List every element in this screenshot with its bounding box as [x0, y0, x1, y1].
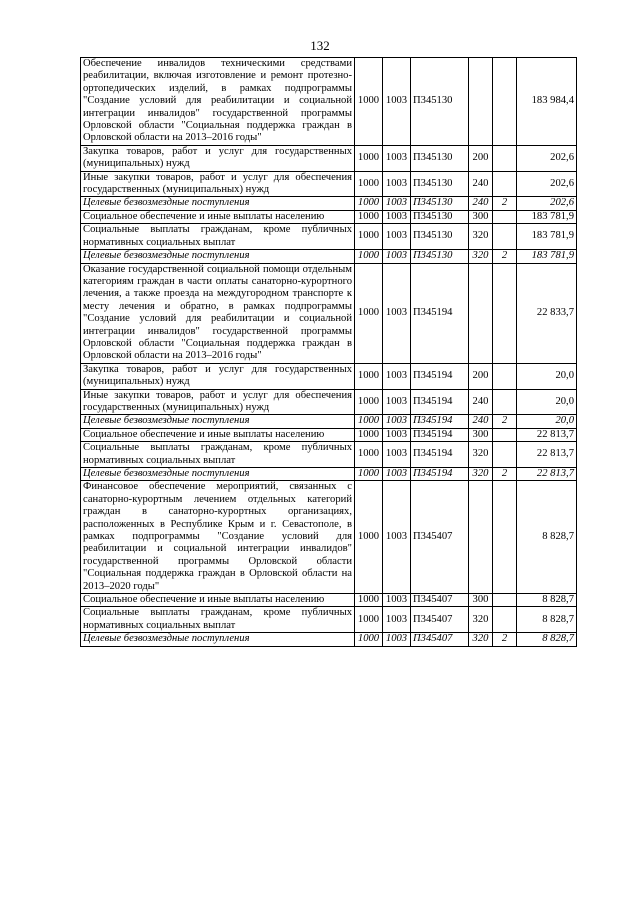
- subsection-code: 1003: [383, 171, 411, 197]
- subsection-code: 1003: [383, 428, 411, 441]
- amount-value: 202,6: [517, 145, 577, 171]
- table-row: [81, 428, 577, 441]
- section-code: 1000: [355, 633, 383, 646]
- expense-type-code: 240: [469, 389, 493, 415]
- amount-value: 20,0: [517, 363, 577, 389]
- table-row: [81, 145, 577, 171]
- expense-type-code: 320: [469, 442, 493, 468]
- row-description: Целевые безвозмездные поступления: [81, 250, 355, 263]
- funding-source-code: [493, 224, 517, 250]
- table-row-targeted-receipts: [81, 415, 577, 428]
- section-code: 1000: [355, 145, 383, 171]
- subsection-code: 1003: [383, 363, 411, 389]
- row-description: Целевые безвозмездные поступления: [81, 415, 355, 428]
- target-article-code: П345194: [411, 263, 469, 363]
- section-code: 1000: [355, 263, 383, 363]
- section-code: 1000: [355, 428, 383, 441]
- funding-source-code: [493, 363, 517, 389]
- table-row: [81, 442, 577, 468]
- funding-source-code: [493, 442, 517, 468]
- row-description: Социальное обеспечение и иные выплаты населению: [81, 594, 355, 607]
- subsection-code: 1003: [383, 224, 411, 250]
- row-description: Обеспечение инвалидов техническими средствами реабилитации, включая изготовление и ремонт протезно-ортопедических изделий, в рамках подпрограммы "Создание условий для реабилитации и социальной интеграции инвалидов" государственной программы Орловской области "Социальная поддержка граждан в Орловской области на 2013–2016 годы": [81, 58, 355, 146]
- expense-type-code: 320: [469, 224, 493, 250]
- subsection-code: 1003: [383, 58, 411, 146]
- target-article-code: П345130: [411, 250, 469, 263]
- expense-type-code: 300: [469, 428, 493, 441]
- amount-value: 202,6: [517, 197, 577, 210]
- table-row-targeted-receipts: [81, 468, 577, 481]
- table-row: [81, 224, 577, 250]
- amount-value: 22 813,7: [517, 442, 577, 468]
- table-row: [81, 263, 577, 363]
- amount-value: 8 828,7: [517, 633, 577, 646]
- section-code: 1000: [355, 442, 383, 468]
- amount-value: 183 781,9: [517, 210, 577, 223]
- target-article-code: П345130: [411, 145, 469, 171]
- section-code: 1000: [355, 58, 383, 146]
- section-code: 1000: [355, 389, 383, 415]
- row-description: Целевые безвозмездные поступления: [81, 468, 355, 481]
- expense-type-code: 320: [469, 468, 493, 481]
- subsection-code: 1003: [383, 481, 411, 594]
- row-description: Целевые безвозмездные поступления: [81, 633, 355, 646]
- amount-value: 22 813,7: [517, 468, 577, 481]
- funding-source-code: [493, 58, 517, 146]
- amount-value: 202,6: [517, 171, 577, 197]
- expense-type-code: [469, 263, 493, 363]
- table-row: [81, 363, 577, 389]
- section-code: 1000: [355, 224, 383, 250]
- amount-value: 8 828,7: [517, 607, 577, 633]
- row-description: Оказание государственной социальной помощи отдельным категориям граждан в части оплаты санаторно-курортного лечения, а также проезда на междугородном транспорте к месту лечения и обратно, в рамках подпрограммы "Создание условий для реабилитации и социальной интеграции инвалидов" государственной программы Орловской области "Социальная поддержка граждан в Орловской области на 2013–2016 годы": [81, 263, 355, 363]
- section-code: 1000: [355, 197, 383, 210]
- row-description: Закупка товаров, работ и услуг для государственных (муниципальных) нужд: [81, 145, 355, 171]
- subsection-code: 1003: [383, 442, 411, 468]
- row-description: Иные закупки товаров, работ и услуг для обеспечения государственных (муниципальных) нужд: [81, 171, 355, 197]
- subsection-code: 1003: [383, 594, 411, 607]
- subsection-code: 1003: [383, 468, 411, 481]
- funding-source-code: [493, 171, 517, 197]
- expense-type-code: 240: [469, 197, 493, 210]
- funding-source-code: [493, 481, 517, 594]
- amount-value: 183 781,9: [517, 224, 577, 250]
- expense-type-code: 240: [469, 171, 493, 197]
- page-number: 132: [310, 38, 330, 53]
- table-row: [81, 58, 577, 146]
- section-code: 1000: [355, 607, 383, 633]
- amount-value: 20,0: [517, 415, 577, 428]
- funding-source-code: 2: [493, 415, 517, 428]
- subsection-code: 1003: [383, 197, 411, 210]
- table-row: [81, 481, 577, 594]
- table-row-targeted-receipts: [81, 250, 577, 263]
- section-code: 1000: [355, 210, 383, 223]
- row-description: Финансовое обеспечение мероприятий, связанных с санаторно-курортным лечением отдельных категорий граждан в санаторно-курортных организациях, расположенных в Республике Крым и г. Севастополе, в рамках подпрограммы "Создание условий для реабилитации и социальной интеграции инвалидов" государственной программы Орловской области "Социальная поддержка граждан в Орловской области на 2013–2020 годы": [81, 481, 355, 594]
- row-description: Социальные выплаты гражданам, кроме публичных нормативных социальных выплат: [81, 442, 355, 468]
- row-description: Закупка товаров, работ и услуг для государственных (муниципальных) нужд: [81, 363, 355, 389]
- funding-source-code: [493, 607, 517, 633]
- target-article-code: П345194: [411, 468, 469, 481]
- funding-source-code: [493, 210, 517, 223]
- funding-source-code: 2: [493, 468, 517, 481]
- section-code: 1000: [355, 481, 383, 594]
- subsection-code: 1003: [383, 389, 411, 415]
- funding-source-code: [493, 389, 517, 415]
- expense-type-code: 240: [469, 415, 493, 428]
- target-article-code: П345194: [411, 442, 469, 468]
- amount-value: 183 984,4: [517, 58, 577, 146]
- table-row: [81, 607, 577, 633]
- table-row: [81, 210, 577, 223]
- expense-type-code: 200: [469, 145, 493, 171]
- target-article-code: П345194: [411, 389, 469, 415]
- table-row: [81, 594, 577, 607]
- subsection-code: 1003: [383, 145, 411, 171]
- expense-type-code: [469, 481, 493, 594]
- subsection-code: 1003: [383, 607, 411, 633]
- row-description: Социальные выплаты гражданам, кроме публичных нормативных социальных выплат: [81, 607, 355, 633]
- subsection-code: 1003: [383, 263, 411, 363]
- budget-table: [80, 57, 577, 647]
- target-article-code: П345130: [411, 224, 469, 250]
- section-code: 1000: [355, 594, 383, 607]
- funding-source-code: 2: [493, 197, 517, 210]
- target-article-code: П345130: [411, 171, 469, 197]
- subsection-code: 1003: [383, 250, 411, 263]
- section-code: 1000: [355, 171, 383, 197]
- subsection-code: 1003: [383, 210, 411, 223]
- row-description: Иные закупки товаров, работ и услуг для обеспечения государственных (муниципальных) нужд: [81, 389, 355, 415]
- row-description: Социальное обеспечение и иные выплаты населению: [81, 210, 355, 223]
- table-row: [81, 171, 577, 197]
- target-article-code: П345130: [411, 197, 469, 210]
- funding-source-code: 2: [493, 250, 517, 263]
- target-article-code: П345407: [411, 594, 469, 607]
- table-row: [81, 389, 577, 415]
- amount-value: 8 828,7: [517, 481, 577, 594]
- target-article-code: П345194: [411, 428, 469, 441]
- target-article-code: П345194: [411, 363, 469, 389]
- subsection-code: 1003: [383, 633, 411, 646]
- amount-value: 22 813,7: [517, 428, 577, 441]
- expense-type-code: 300: [469, 210, 493, 223]
- expense-type-code: 300: [469, 594, 493, 607]
- target-article-code: П345194: [411, 415, 469, 428]
- row-description: Социальное обеспечение и иные выплаты населению: [81, 428, 355, 441]
- funding-source-code: [493, 145, 517, 171]
- amount-value: 22 833,7: [517, 263, 577, 363]
- amount-value: 183 781,9: [517, 250, 577, 263]
- section-code: 1000: [355, 363, 383, 389]
- target-article-code: П345407: [411, 607, 469, 633]
- funding-source-code: [493, 594, 517, 607]
- funding-source-code: [493, 428, 517, 441]
- amount-value: 8 828,7: [517, 594, 577, 607]
- target-article-code: П345130: [411, 58, 469, 146]
- section-code: 1000: [355, 468, 383, 481]
- subsection-code: 1003: [383, 415, 411, 428]
- section-code: 1000: [355, 250, 383, 263]
- expense-type-code: 320: [469, 250, 493, 263]
- amount-value: 20,0: [517, 389, 577, 415]
- funding-source-code: [493, 263, 517, 363]
- expense-type-code: 320: [469, 633, 493, 646]
- target-article-code: П345407: [411, 633, 469, 646]
- expense-type-code: 200: [469, 363, 493, 389]
- expense-type-code: 320: [469, 607, 493, 633]
- table-row-targeted-receipts: [81, 633, 577, 646]
- row-description: Социальные выплаты гражданам, кроме публичных нормативных социальных выплат: [81, 224, 355, 250]
- row-description: Целевые безвозмездные поступления: [81, 197, 355, 210]
- table-row-targeted-receipts: [81, 197, 577, 210]
- target-article-code: П345407: [411, 481, 469, 594]
- expense-type-code: [469, 58, 493, 146]
- funding-source-code: 2: [493, 633, 517, 646]
- target-article-code: П345130: [411, 210, 469, 223]
- section-code: 1000: [355, 415, 383, 428]
